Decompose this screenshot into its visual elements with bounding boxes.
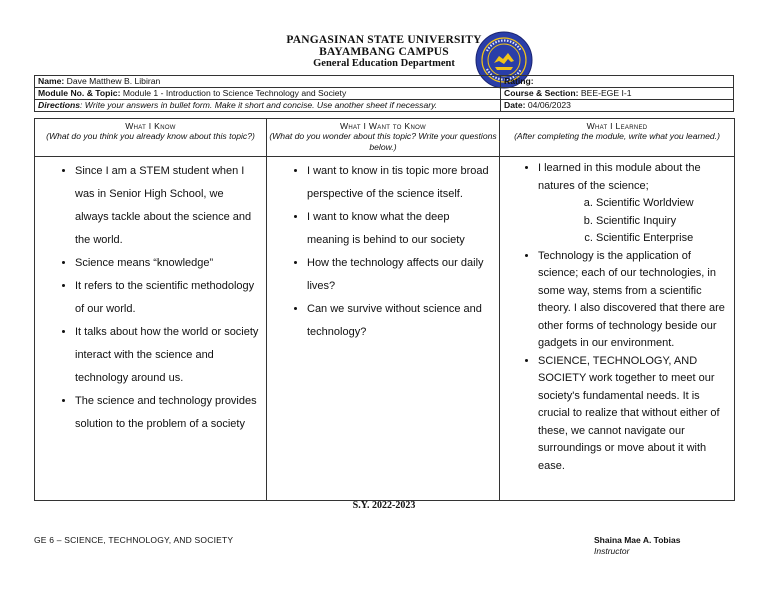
course-label: Course & Section: xyxy=(504,88,579,98)
sub-list-item: a. Scientific Worldview xyxy=(596,195,728,213)
what-i-learned-list xyxy=(500,157,734,475)
module-label: Module No. & Topic: xyxy=(38,88,121,98)
what-i-want-to-know-list xyxy=(267,157,499,344)
what-i-want-to-know-column xyxy=(267,119,500,500)
directions-text: : Write your answers in bullet form. Make it short and concise. Use another sheet if necessary. xyxy=(80,100,438,110)
instructor-role: Instructor xyxy=(594,546,630,556)
what-i-learned-header xyxy=(500,119,734,157)
list-item-text: I learned in this module about the natures of the science; xyxy=(538,162,701,192)
list-item: • Since I am a STEM student when I was in Senior High School, we always tackle about the science and the world. xyxy=(75,160,260,252)
sub-list xyxy=(538,195,728,248)
name-cell xyxy=(35,76,501,88)
list-item: • Science means “knowledge” xyxy=(75,252,260,275)
column-subtitle: (What do you wonder about this topic? Write your questions below.) xyxy=(269,131,497,152)
column-subtitle: (What do you think you already know about this topic?) xyxy=(46,131,255,141)
date-value: 04/06/2023 xyxy=(527,100,571,110)
footer-instructor xyxy=(594,535,680,557)
list-item: • It refers to the scientific methodology of our world. xyxy=(75,275,260,321)
student-info-table xyxy=(34,75,734,112)
what-i-want-to-know-header xyxy=(267,119,499,157)
what-i-know-list xyxy=(35,157,266,436)
column-title: What I Know xyxy=(125,121,176,131)
what-i-know-column xyxy=(35,119,267,500)
list-item xyxy=(538,160,728,248)
column-title: What I Learned xyxy=(586,121,648,131)
what-i-learned-column xyxy=(500,119,734,500)
document-header xyxy=(0,34,768,70)
kwl-table xyxy=(34,118,735,501)
department-name: General Education Department xyxy=(313,58,455,69)
list-item: • How the technology affects our daily lives? xyxy=(307,252,493,298)
list-item: • Technology is the application of science; each of our technologies, in some way, stems from a scientific theory. I also discovered that there are other forms of technology beside our gadgets in our environment. xyxy=(538,248,728,353)
sub-list-item: b. Scientific Inquiry xyxy=(596,213,728,231)
date-cell xyxy=(501,100,734,112)
instructor-name: Shaina Mae A. Tobias xyxy=(594,535,681,545)
course-value: BEE-EGE I-1 xyxy=(580,88,632,98)
directions-cell xyxy=(35,100,501,112)
list-item: • I want to know what the deep meaning is behind to our society xyxy=(307,206,493,252)
list-item: • SCIENCE, TECHNOLOGY, AND SOCIETY work together to meet our society's fundamental needs. It is crucial to realize that without either of these, we cannot navigate our surroundings or move about it with ease. xyxy=(538,353,728,476)
school-year: S.Y. 2022-2023 xyxy=(352,500,416,511)
module-cell xyxy=(35,88,501,100)
list-item: • Can we survive without science and technology? xyxy=(307,298,493,344)
sub-list-item: c. Scientific Enterprise xyxy=(596,230,728,248)
directions-label: Directions xyxy=(38,100,81,110)
date-label: Date: xyxy=(504,100,526,110)
rating-cell xyxy=(501,76,734,88)
footer-course: GE 6 – SCIENCE, TECHNOLOGY, AND SOCIETY xyxy=(34,535,234,545)
university-name: PANGASINAN STATE UNIVERSITY xyxy=(286,34,482,46)
what-i-know-header xyxy=(35,119,266,157)
campus-name: BAYAMBANG CAMPUS xyxy=(319,46,449,58)
module-value: Module 1 - Introduction to Science Technology and Society xyxy=(122,88,347,98)
column-subtitle: (After completing the module, write what you learned.) xyxy=(514,131,720,141)
name-value: Dave Matthew B. Libiran xyxy=(66,76,161,86)
list-item: • It talks about how the world or society interact with the science and technology around us. xyxy=(75,321,260,390)
list-item: • The science and technology provides solution to the problem of a society xyxy=(75,390,260,436)
name-label: Name: xyxy=(38,76,65,86)
list-item: • I want to know in tis topic more broad perspective of the science itself. xyxy=(307,160,493,206)
rating-label: Rating: xyxy=(504,76,534,86)
course-cell xyxy=(501,88,734,100)
column-title: What I Want to Know xyxy=(339,121,427,131)
